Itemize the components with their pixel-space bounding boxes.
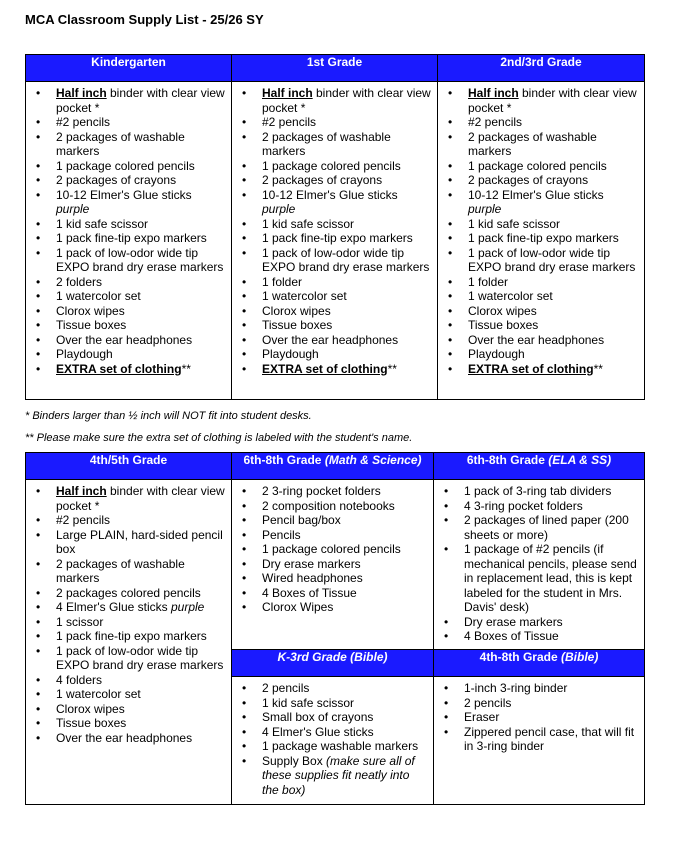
k-3rd-bible-cell	[232, 677, 434, 805]
supply-item-text: 1 package colored pencils	[56, 158, 195, 173]
supply-item	[56, 702, 227, 717]
supply-item-note: purple	[56, 202, 90, 216]
supply-item	[262, 725, 429, 740]
supply-item	[262, 571, 429, 586]
supply-item-text: 1 package of #2 pencils (if mechanical pencils, please send in replacement lead, this is kept labeled for the student in Mrs. Davis' desk)	[464, 542, 637, 614]
supply-item-text: 2 packages of washable markers	[56, 129, 185, 158]
supply-item	[56, 644, 227, 673]
supply-item	[56, 130, 227, 159]
supply-item-text: Tissue boxes	[56, 318, 127, 332]
supply-item	[56, 484, 227, 513]
supply-item-text: Over the ear headphones	[262, 332, 399, 347]
supply-item	[262, 217, 433, 232]
supply-item-text: 1 kid safe scissor	[468, 216, 561, 231]
supply-item-text: 1 package colored pencils	[468, 158, 607, 173]
supply-item	[56, 673, 227, 688]
supply-item-text: binder with clear view pocket *	[468, 86, 637, 115]
supply-item-text: #2 pencils	[468, 115, 523, 129]
supply-item	[262, 542, 429, 557]
supply-item	[262, 681, 429, 696]
supply-item	[56, 246, 227, 275]
header-6th-8th-math-science	[232, 453, 434, 480]
header-48-sub: (Bible)	[561, 650, 599, 664]
supply-item	[262, 362, 433, 377]
supply-item	[464, 484, 640, 499]
supply-item-text: 2 packages of crayons	[468, 173, 589, 187]
supply-item-text: 1 folder	[468, 274, 509, 289]
supply-item-text: #2 pencils	[262, 115, 317, 129]
supply-table-4-8	[25, 452, 645, 805]
supply-item	[56, 115, 227, 130]
supply-item	[56, 318, 227, 333]
supply-item-text: 10-12 Elmer's Glue sticks	[262, 187, 398, 202]
header-4th-8th-bible	[434, 650, 645, 677]
supply-item	[262, 318, 433, 333]
supply-item	[56, 513, 227, 528]
supply-item-text: Tissue boxes	[56, 716, 127, 730]
6th-8th-math-science-cell	[232, 480, 434, 650]
supply-item	[464, 513, 640, 542]
supply-item-text: 2 3-ring pocket folders	[262, 484, 381, 498]
supply-item-emphasis: EXTRA set of clothing	[262, 361, 388, 376]
supply-item	[56, 615, 227, 630]
supply-item-text: 1 watercolor set	[56, 289, 141, 303]
supply-item	[56, 347, 227, 362]
supply-item-text: 1 pack of 3-ring tab dividers	[464, 484, 612, 498]
supply-item-text: 1 watercolor set	[56, 687, 141, 701]
supply-item	[468, 304, 640, 319]
header-kindergarten: Kindergarten	[26, 55, 232, 82]
supply-item-text: binder with clear view pocket *	[56, 484, 225, 513]
supply-item-emphasis: Half inch	[262, 86, 313, 100]
supply-item	[468, 159, 640, 174]
supply-item	[464, 696, 640, 711]
supply-item	[262, 600, 429, 615]
supply-item-text: Wired headphones	[262, 571, 363, 585]
supply-item-text: **	[181, 361, 191, 376]
supply-item-text: **	[593, 361, 603, 376]
supply-item-text: 1-inch 3-ring binder	[464, 681, 568, 695]
page-title: MCA Classroom Supply List - 25/26 SY	[25, 12, 264, 27]
supply-item	[56, 586, 227, 601]
header-6th-8th-ela-ss	[434, 453, 645, 480]
supply-item	[56, 275, 227, 290]
supply-item	[468, 246, 640, 275]
header-6th-8th-ela-main: 6th-8th Grade	[466, 453, 549, 467]
6th-8th-ela-ss-cell	[434, 480, 645, 650]
supply-item	[468, 347, 640, 362]
supply-item	[468, 318, 640, 333]
supply-item-text: Pencil bag/box	[262, 513, 341, 527]
supply-item	[468, 188, 640, 217]
supply-item-text: 1 package colored pencils	[262, 542, 401, 556]
supply-item	[468, 275, 640, 290]
supply-item-text: Small box of crayons	[262, 710, 374, 724]
supply-item-text: 2 packages of lined paper (200 sheets or more)	[464, 513, 629, 542]
supply-item-text: 1 pack of low-odor wide tip EXPO brand dry erase markers	[262, 245, 430, 274]
supply-item-text: 1 watercolor set	[262, 289, 347, 303]
supply-item	[56, 362, 227, 377]
supply-item-text: binder with clear view pocket *	[56, 86, 225, 115]
header-k3-main: K-3rd Grade	[277, 650, 351, 664]
supply-item-text: 2 packages of crayons	[262, 173, 383, 187]
supply-item	[468, 173, 640, 188]
supply-item-text: Clorox wipes	[56, 701, 125, 716]
header-48-main: 4th-8th Grade	[479, 650, 561, 664]
supply-item-text: 10-12 Elmer's Glue sticks	[56, 187, 192, 202]
clothing-label-note: ** Please make sure the extra set of clothing is labeled with the student's name.	[25, 432, 413, 444]
supply-item	[56, 173, 227, 188]
supply-item	[56, 687, 227, 702]
supply-item-text: 1 kid safe scissor	[262, 695, 355, 710]
supply-item-text: Clorox wipes	[56, 303, 125, 318]
supply-item-text: 2 packages of washable markers	[468, 129, 597, 158]
supply-item	[56, 600, 227, 615]
supply-item-emphasis: EXTRA set of clothing	[56, 361, 182, 376]
1st-grade-cell	[232, 82, 438, 400]
supply-item	[464, 710, 640, 725]
supply-item-note: purple	[262, 202, 296, 216]
supply-item	[56, 231, 227, 246]
4th-5th-grade-supply-list	[26, 480, 231, 747]
supply-item	[262, 159, 433, 174]
supply-item	[262, 304, 433, 319]
supply-item	[56, 86, 227, 115]
supply-item	[468, 333, 640, 348]
supply-item-text: Eraser	[464, 710, 500, 724]
supply-item	[464, 681, 640, 696]
supply-item-text: Supply Box	[262, 753, 327, 768]
supply-item	[262, 347, 433, 362]
supply-item-text: 10-12 Elmer's Glue sticks	[468, 187, 604, 202]
6th-8th-math-science-supply-list	[232, 480, 433, 617]
supply-item-text: 1 folder	[262, 274, 303, 289]
supply-item-text: **	[387, 361, 397, 376]
supply-item-text: binder with clear view pocket *	[262, 86, 431, 115]
supply-item	[56, 557, 227, 586]
supply-item-text: 2 packages of washable markers	[262, 129, 391, 158]
supply-item-text: 4 Elmer's Glue sticks	[262, 724, 374, 739]
supply-item	[468, 289, 640, 304]
supply-item	[262, 130, 433, 159]
supply-item-text: 2 composition notebooks	[262, 498, 395, 513]
supply-item-text: Playdough	[262, 347, 319, 361]
supply-item-text: #2 pencils	[56, 115, 111, 129]
4th-8th-bible-cell	[434, 677, 645, 805]
supply-item-note: purple	[468, 202, 502, 216]
supply-item-text: 4 folders	[56, 672, 103, 687]
header-k-3rd-bible	[232, 650, 434, 677]
supply-item	[468, 130, 640, 159]
supply-item-emphasis: EXTRA set of clothing	[468, 361, 594, 376]
supply-item	[262, 246, 433, 275]
supply-item-text: 1 pack fine-tip expo markers	[468, 231, 619, 245]
supply-item-text: 2 packages of crayons	[56, 173, 177, 187]
supply-item	[464, 499, 640, 514]
supply-item	[262, 754, 429, 798]
6th-8th-ela-ss-supply-list	[434, 480, 644, 646]
supply-item	[468, 86, 640, 115]
supply-item	[262, 710, 429, 725]
header-6th-8th-ela-sub: (ELA & SS)	[548, 453, 612, 467]
supply-item-text: 1 pack of low-odor wide tip EXPO brand dry erase markers	[56, 643, 224, 672]
supply-item	[464, 629, 640, 644]
supply-item	[464, 725, 640, 754]
supply-item	[262, 499, 429, 514]
supply-item	[56, 188, 227, 217]
supply-item	[56, 289, 227, 304]
supply-item-emphasis: Half inch	[56, 484, 107, 498]
supply-item-text: Pencils	[262, 527, 301, 542]
supply-item	[262, 333, 433, 348]
supply-item	[468, 217, 640, 232]
supply-item	[262, 115, 433, 130]
supply-item-text: Over the ear headphones	[56, 332, 193, 347]
header-2nd-3rd-grade: 2nd/3rd Grade	[438, 55, 645, 82]
4th-8th-bible-supply-list	[434, 677, 644, 756]
binder-size-note: * Binders larger than ½ inch will NOT fit into student desks.	[25, 410, 312, 422]
supply-item	[464, 542, 640, 615]
supply-item-text: 2 folders	[56, 274, 103, 289]
kindergarten-cell	[26, 82, 232, 400]
supply-item	[262, 275, 433, 290]
supply-item-text: 1 kid safe scissor	[56, 216, 149, 231]
supply-item	[262, 86, 433, 115]
supply-item-text: 4 Elmer's Glue sticks	[56, 600, 171, 614]
supply-item	[262, 557, 429, 572]
supply-item-text: Clorox Wipes	[262, 600, 334, 614]
supply-item-text: Clorox wipes	[468, 303, 537, 318]
supply-item	[262, 586, 429, 601]
supply-item	[468, 115, 640, 130]
supply-item-text: 1 pack fine-tip expo markers	[262, 231, 413, 245]
supply-item-text: 1 pack fine-tip expo markers	[56, 629, 207, 643]
supply-item	[468, 231, 640, 246]
supply-item-text: 2 pencils	[464, 695, 512, 710]
supply-item	[262, 188, 433, 217]
supply-item	[262, 231, 433, 246]
supply-item-text: Dry erase markers	[262, 556, 361, 571]
supply-table-k-3	[25, 54, 645, 400]
supply-item	[56, 528, 227, 557]
supply-item-text: 1 kid safe scissor	[262, 216, 355, 231]
supply-item-text: Over the ear headphones	[56, 730, 193, 745]
supply-item-text: Over the ear headphones	[468, 332, 605, 347]
supply-item	[468, 362, 640, 377]
2nd-3rd-grade-cell	[438, 82, 645, 400]
supply-item	[56, 731, 227, 746]
supply-item	[56, 716, 227, 731]
supply-item-text: 1 package colored pencils	[262, 158, 401, 173]
supply-item-text: 1 pack fine-tip expo markers	[56, 231, 207, 245]
supply-item-text: Large PLAIN, hard-sided pencil box	[56, 527, 223, 556]
supply-item	[262, 484, 429, 499]
k-3rd-bible-supply-list	[232, 677, 433, 799]
supply-item	[56, 629, 227, 644]
supply-item	[56, 304, 227, 319]
header-4th-5th-grade: 4th/5th Grade	[26, 453, 232, 480]
supply-item-emphasis: Half inch	[468, 86, 519, 100]
header-6th-8th-ms-sub: (Math & Science)	[324, 453, 422, 467]
supply-item-text: 2 packages colored pencils	[56, 585, 201, 600]
supply-item-text: 4 Boxes of Tissue	[262, 585, 357, 600]
header-1st-grade: 1st Grade	[232, 55, 438, 82]
supply-item	[56, 217, 227, 232]
supply-item	[262, 289, 433, 304]
supply-item	[262, 173, 433, 188]
supply-item	[262, 513, 429, 528]
supply-item-text: 1 watercolor set	[468, 289, 553, 303]
supply-item-text: Playdough	[56, 347, 113, 361]
supply-item	[56, 333, 227, 348]
supply-item	[262, 696, 429, 711]
supply-item-text: Tissue boxes	[468, 318, 539, 332]
1st-grade-supply-list	[232, 82, 437, 378]
header-k3-sub: (Bible)	[350, 650, 388, 664]
supply-item-text: 4 3-ring pocket folders	[464, 498, 583, 513]
supply-item-text: 2 packages of washable markers	[56, 556, 185, 585]
supply-item-text: #2 pencils	[56, 513, 111, 527]
2nd-3rd-grade-supply-list	[438, 82, 644, 378]
4th-5th-grade-cell	[26, 480, 232, 805]
supply-item-text: 1 pack of low-odor wide tip EXPO brand dry erase markers	[56, 245, 224, 274]
supply-item	[464, 615, 640, 630]
supply-item-text: Playdough	[468, 347, 525, 361]
supply-item-text: 4 Boxes of Tissue	[464, 629, 559, 643]
supply-item-text: Clorox wipes	[262, 303, 331, 318]
kindergarten-supply-list	[26, 82, 231, 378]
supply-item-text: Dry erase markers	[464, 614, 563, 629]
header-6th-8th-ms-main: 6th-8th Grade	[243, 453, 325, 467]
supply-item-text: 1 pack of low-odor wide tip EXPO brand dry erase markers	[468, 245, 636, 274]
supply-item-text: Zippered pencil case, that will fit in 3-ring binder	[464, 724, 635, 753]
supply-item	[262, 739, 429, 754]
supply-item	[262, 528, 429, 543]
supply-item-emphasis: Half inch	[56, 86, 107, 100]
supply-item-text: 1 scissor	[56, 614, 104, 629]
supply-item-text: 2 pencils	[262, 681, 310, 695]
supply-item	[56, 159, 227, 174]
supply-item-text: Tissue boxes	[262, 318, 333, 332]
supply-item-text: 1 package washable markers	[262, 739, 419, 753]
supply-item-note: purple	[170, 600, 205, 614]
supply-item-note: (make sure all of these supplies fit neatly into the box)	[262, 753, 415, 797]
